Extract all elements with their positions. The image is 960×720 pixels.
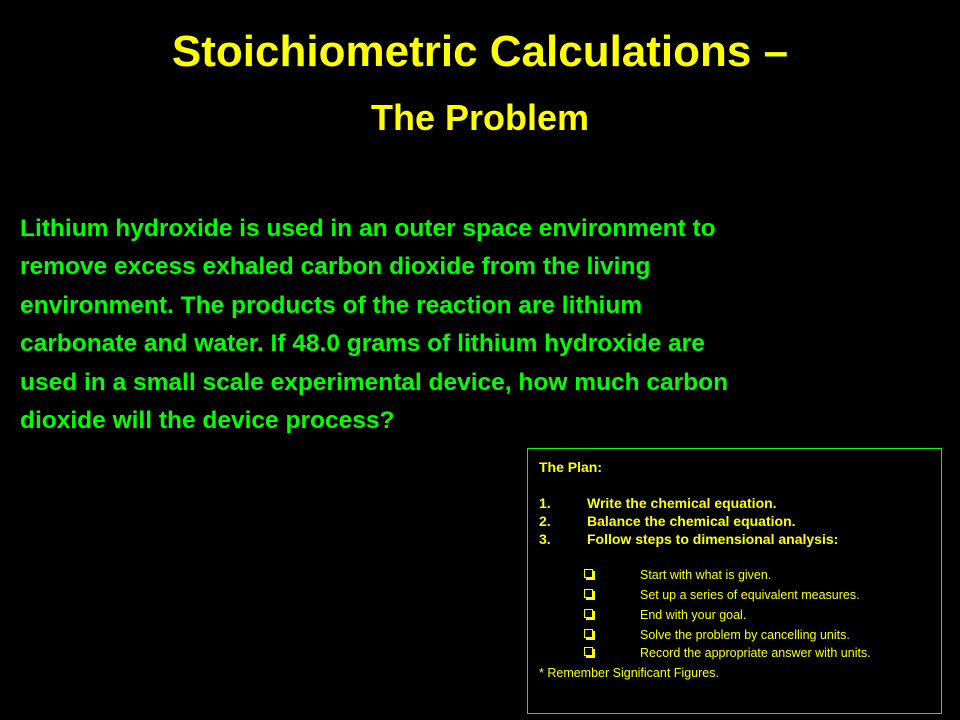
plan-substep-text: Start with what is given.	[640, 568, 772, 582]
plan-step-number: 1.	[539, 495, 551, 511]
checkbox-bullet-icon	[584, 629, 593, 638]
slide-title: Stoichiometric Calculations –	[171, 27, 789, 76]
problem-line: used in a small scale experimental device, how much carbon	[20, 368, 729, 396]
plan-title: The Plan:	[539, 459, 603, 475]
plan-substep	[584, 607, 746, 623]
plan-step	[539, 494, 777, 512]
checkbox-bullet-icon	[584, 569, 593, 578]
plan-step-number: 2.	[539, 513, 551, 529]
plan-step	[539, 530, 838, 548]
plan-step-text: Balance the chemical equation.	[587, 513, 796, 529]
plan-box	[527, 448, 942, 714]
plan-substep	[584, 645, 871, 661]
problem-line: dioxide will the device process?	[20, 407, 395, 435]
checkbox-bullet-icon	[584, 647, 593, 656]
plan-substep-text: End with your goal.	[640, 608, 747, 622]
plan-substep	[584, 567, 771, 583]
problem-statement	[20, 210, 950, 440]
plan-step-text: Write the chemical equation.	[587, 495, 777, 511]
plan-substep-text: Record the appropriate answer with units.	[640, 646, 871, 660]
plan-step-text: Follow steps to dimensional analysis:	[587, 531, 839, 547]
problem-line: Lithium hydroxide is used in an outer space environment to	[20, 215, 716, 242]
plan-step-number: 3.	[539, 531, 551, 547]
checkbox-bullet-icon	[584, 589, 593, 598]
plan-note: * Remember Significant Figures.	[539, 666, 719, 680]
plan-substep	[584, 587, 860, 603]
problem-line: environment. The products of the reaction are lithium	[20, 291, 643, 319]
plan-substep-text: Set up a series of equivalent measures.	[640, 588, 860, 602]
problem-line: carbonate and water. If 48.0 grams of lithium hydroxide are	[20, 330, 705, 358]
plan-substep-text: Solve the problem by cancelling units.	[640, 628, 850, 642]
plan-step	[539, 512, 796, 530]
checkbox-bullet-icon	[584, 609, 593, 618]
plan-substep	[584, 627, 850, 643]
problem-line: remove excess exhaled carbon dioxide from the living	[20, 253, 651, 281]
slide-subtitle: The Problem	[370, 97, 590, 138]
